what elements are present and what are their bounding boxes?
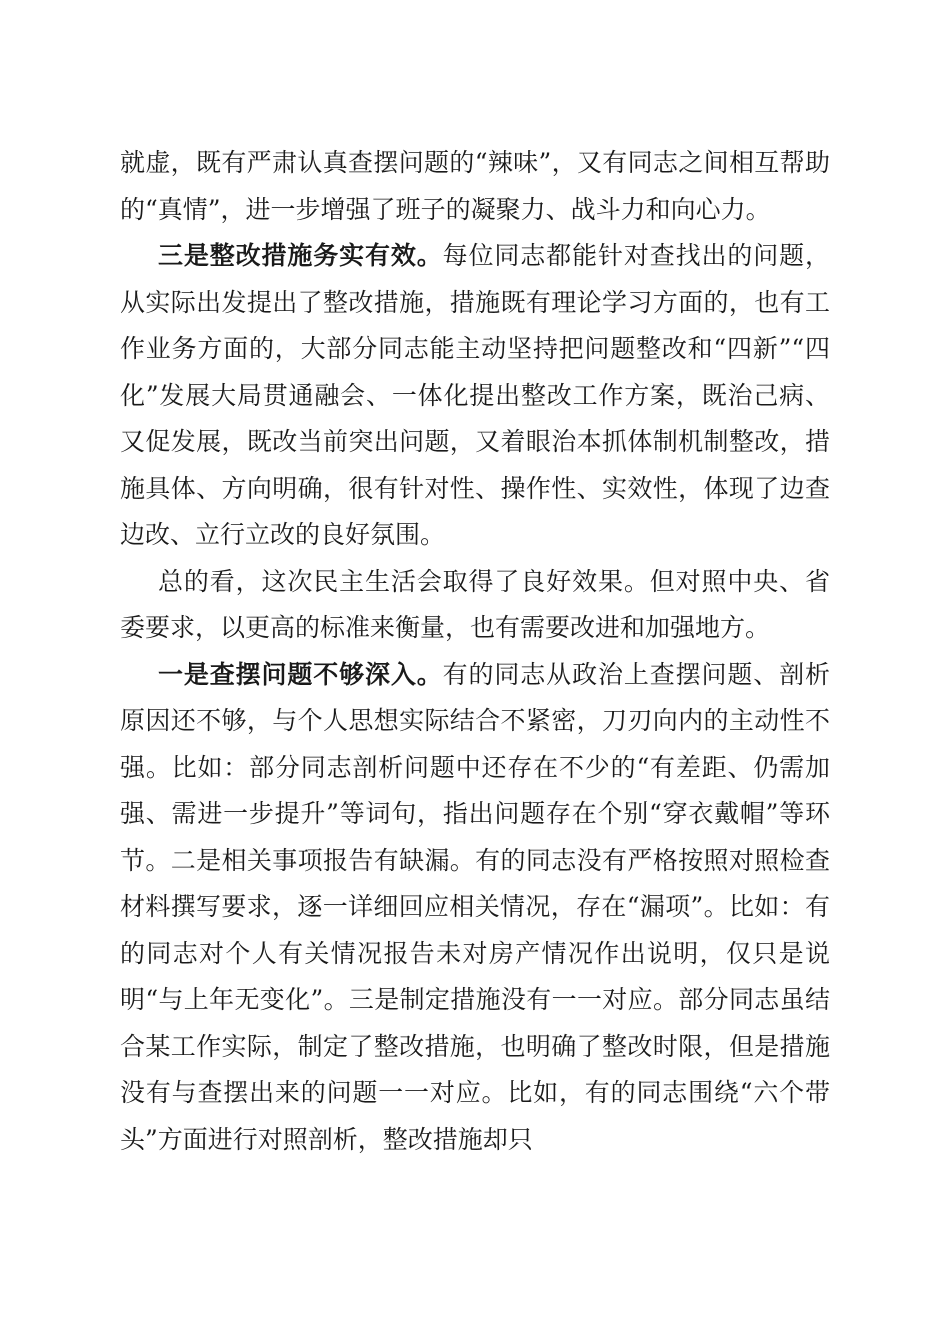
- paragraph-summary: [120, 559, 830, 652]
- paragraph-shortcomings: [120, 652, 830, 1164]
- paragraph-heading: 三是整改措施务实有效。: [158, 241, 443, 270]
- document-body: [120, 140, 830, 1163]
- paragraph-heading: 一是查摆问题不够深入。: [158, 659, 443, 689]
- paragraph-text: 就虚，既有严肃认真查摆问题的“辣味”，又有同志之间相互帮助的“真情”，进一步增强了班子的凝聚力、战斗力和向心力。: [120, 148, 830, 224]
- paragraph-text: 有的同志从政治上查摆问题、剖析原因还不够，与个人思想实际结合不紧密，刀刃向内的主动性不强。比如：部分同志剖析问题中还存在不少的“有差距、仍需加强、需进一步提升”等词句，指出问题存在个别“穿衣戴帽”等环节。二是相关事项报告有缺漏。有的同志没有严格按照对照检查材料撰写要求，逐一详细回应相关情况，存在“漏项”。比如：有的同志对个人有关情况报告未对房产情况作出说明，仅只是说明“与上年无变化”。三是制定措施没有一一对应。部分同志虽结合某工作实际，制定了整改措施，也明确了整改时限，但是措施没有与查摆出来的问题一一对应。比如，有的同志围绕“六个带头”方面进行对照剖析，整改措施却只: [120, 659, 830, 1154]
- paragraph-rectification-measures: [120, 233, 830, 559]
- paragraph-text: 每位同志都能针对查找出的问题，从实际出发提出了整改措施，措施既有理论学习方面的，也有工作业务方面的，大部分同志能主动坚持把问题整改和“四新”“四化”发展大局贯通融会、一体化提出整改工作方案，既治己病、又促发展，既改当前突出问题，又着眼治本抓体制机制整改，措施具体、方向明确，很有针对性、操作性、实效性，体现了边查边改、立行立改的良好氛围。: [120, 241, 830, 549]
- paragraph-text: 总的看，这次民主生活会取得了良好效果。但对照中央、省委要求，以更高的标准来衡量，也有需要改进和加强地方。: [120, 566, 830, 642]
- paragraph-continuation: [120, 140, 830, 233]
